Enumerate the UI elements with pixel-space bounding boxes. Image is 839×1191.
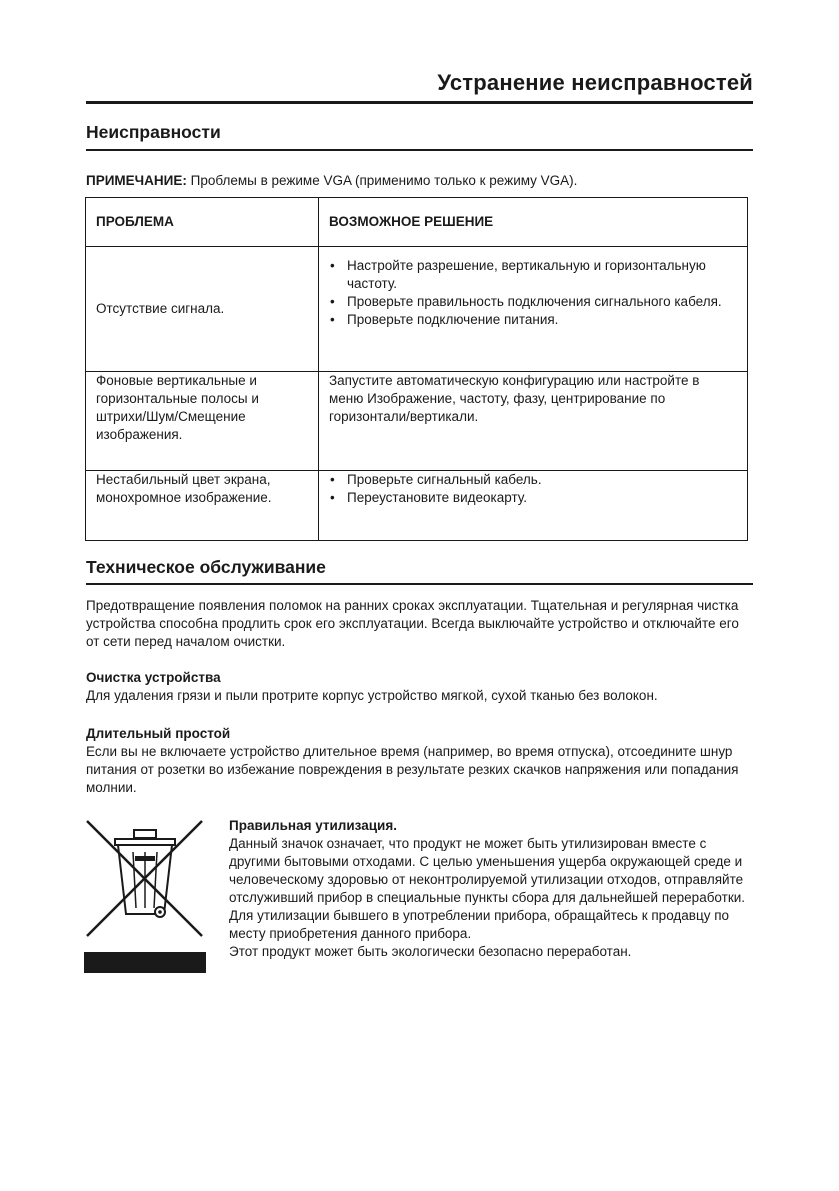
table-row: [86, 247, 748, 372]
page-title: Устранение неисправностей: [437, 70, 753, 95]
disposal-text-3: Этот продукт может быть экологически безопасно переработан.: [229, 944, 632, 959]
solution-cell: [319, 471, 748, 541]
solution-item: • Проверьте правильность подключения сигнального кабеля.: [347, 293, 737, 311]
disposal-section: [229, 817, 759, 961]
table-header-row: [86, 198, 748, 247]
cleaning-text: Для удаления грязи и пыли протрите корпус устройство мягкой, сухой тканью без волокон.: [86, 688, 658, 703]
problem-cell: Отсутствие сигнала.: [86, 247, 319, 372]
disposal-title: Правильная утилизация.: [229, 818, 397, 833]
solution-cell: Запустите автоматическую конфигурацию или настройте в меню Изображение, частоту, фазу, центрирование по горизонтали/вертикали.: [319, 372, 748, 471]
disposal-text-2: Для утилизации бывшего в употреблении прибора, обращайтесь к продавцу по месту приобретения данного прибора.: [229, 908, 730, 941]
idle-title: Длительный простой: [86, 726, 231, 741]
idle-section: [86, 725, 756, 797]
faults-heading: Неисправности: [86, 122, 221, 142]
note-label: ПРИМЕЧАНИЕ:: [86, 173, 187, 188]
maintenance-heading: Техническое обслуживание: [86, 557, 326, 577]
header-solution: ВОЗМОЖНОЕ РЕШЕНИЕ: [319, 198, 748, 247]
solution-item: • Настройте разрешение, вертикальную и горизонтальную частоту.: [347, 257, 737, 293]
troubleshooting-table: [85, 197, 748, 541]
maintenance-intro: Предотвращение появления поломок на ранних сроках эксплуатации. Тщательная и регулярная чистка устройства способна продлить срок его эксплуатации. Всегда выключайте устройство и отключайте его от сети перед началом очистки.: [86, 598, 739, 649]
cleaning-title: Очистка устройства: [86, 670, 221, 685]
solution-item: • Проверьте сигнальный кабель.: [347, 471, 737, 489]
crossed-out-wheelie-bin-icon: [84, 818, 206, 974]
cleaning-section: [86, 669, 756, 705]
disposal-text-1: Данный значок означает, что продукт не может быть утилизирован вместе с другими бытовыми отходами. С целью уменьшения ущерба окружающей среде и человеческому здоровью от неконтролируемой утилизации отходов, отправляйте отслуживший прибор в специальные пункты сбора для дальнейшей переработки.: [229, 836, 746, 905]
solution-item: • Переустановите видеокарту.: [347, 489, 737, 507]
table-row: [86, 372, 748, 471]
title-divider: [86, 101, 753, 104]
faults-divider: [86, 149, 753, 151]
header-problem: ПРОБЛЕМА: [86, 198, 319, 247]
problem-cell: Фоновые вертикальные и горизонтальные полосы и штрихи/Шум/Смещение изображения.: [86, 372, 319, 471]
table-row: [86, 471, 748, 541]
problem-cell: Нестабильный цвет экрана, монохромное изображение.: [86, 471, 319, 541]
note-text: Проблемы в режиме VGA (применимо только к режиму VGA).: [186, 173, 578, 188]
maintenance-divider: [86, 583, 753, 585]
solution-cell: [319, 247, 748, 372]
idle-text: Если вы не включаете устройство длительное время (например, во время отпуска), отсоедините шнур питания от розетки во избежание повреждения в результате резких скачков напряжения или попадания молнии.: [86, 744, 739, 795]
solution-item: • Проверьте подключение питания.: [347, 311, 737, 329]
vga-note: [86, 173, 577, 188]
